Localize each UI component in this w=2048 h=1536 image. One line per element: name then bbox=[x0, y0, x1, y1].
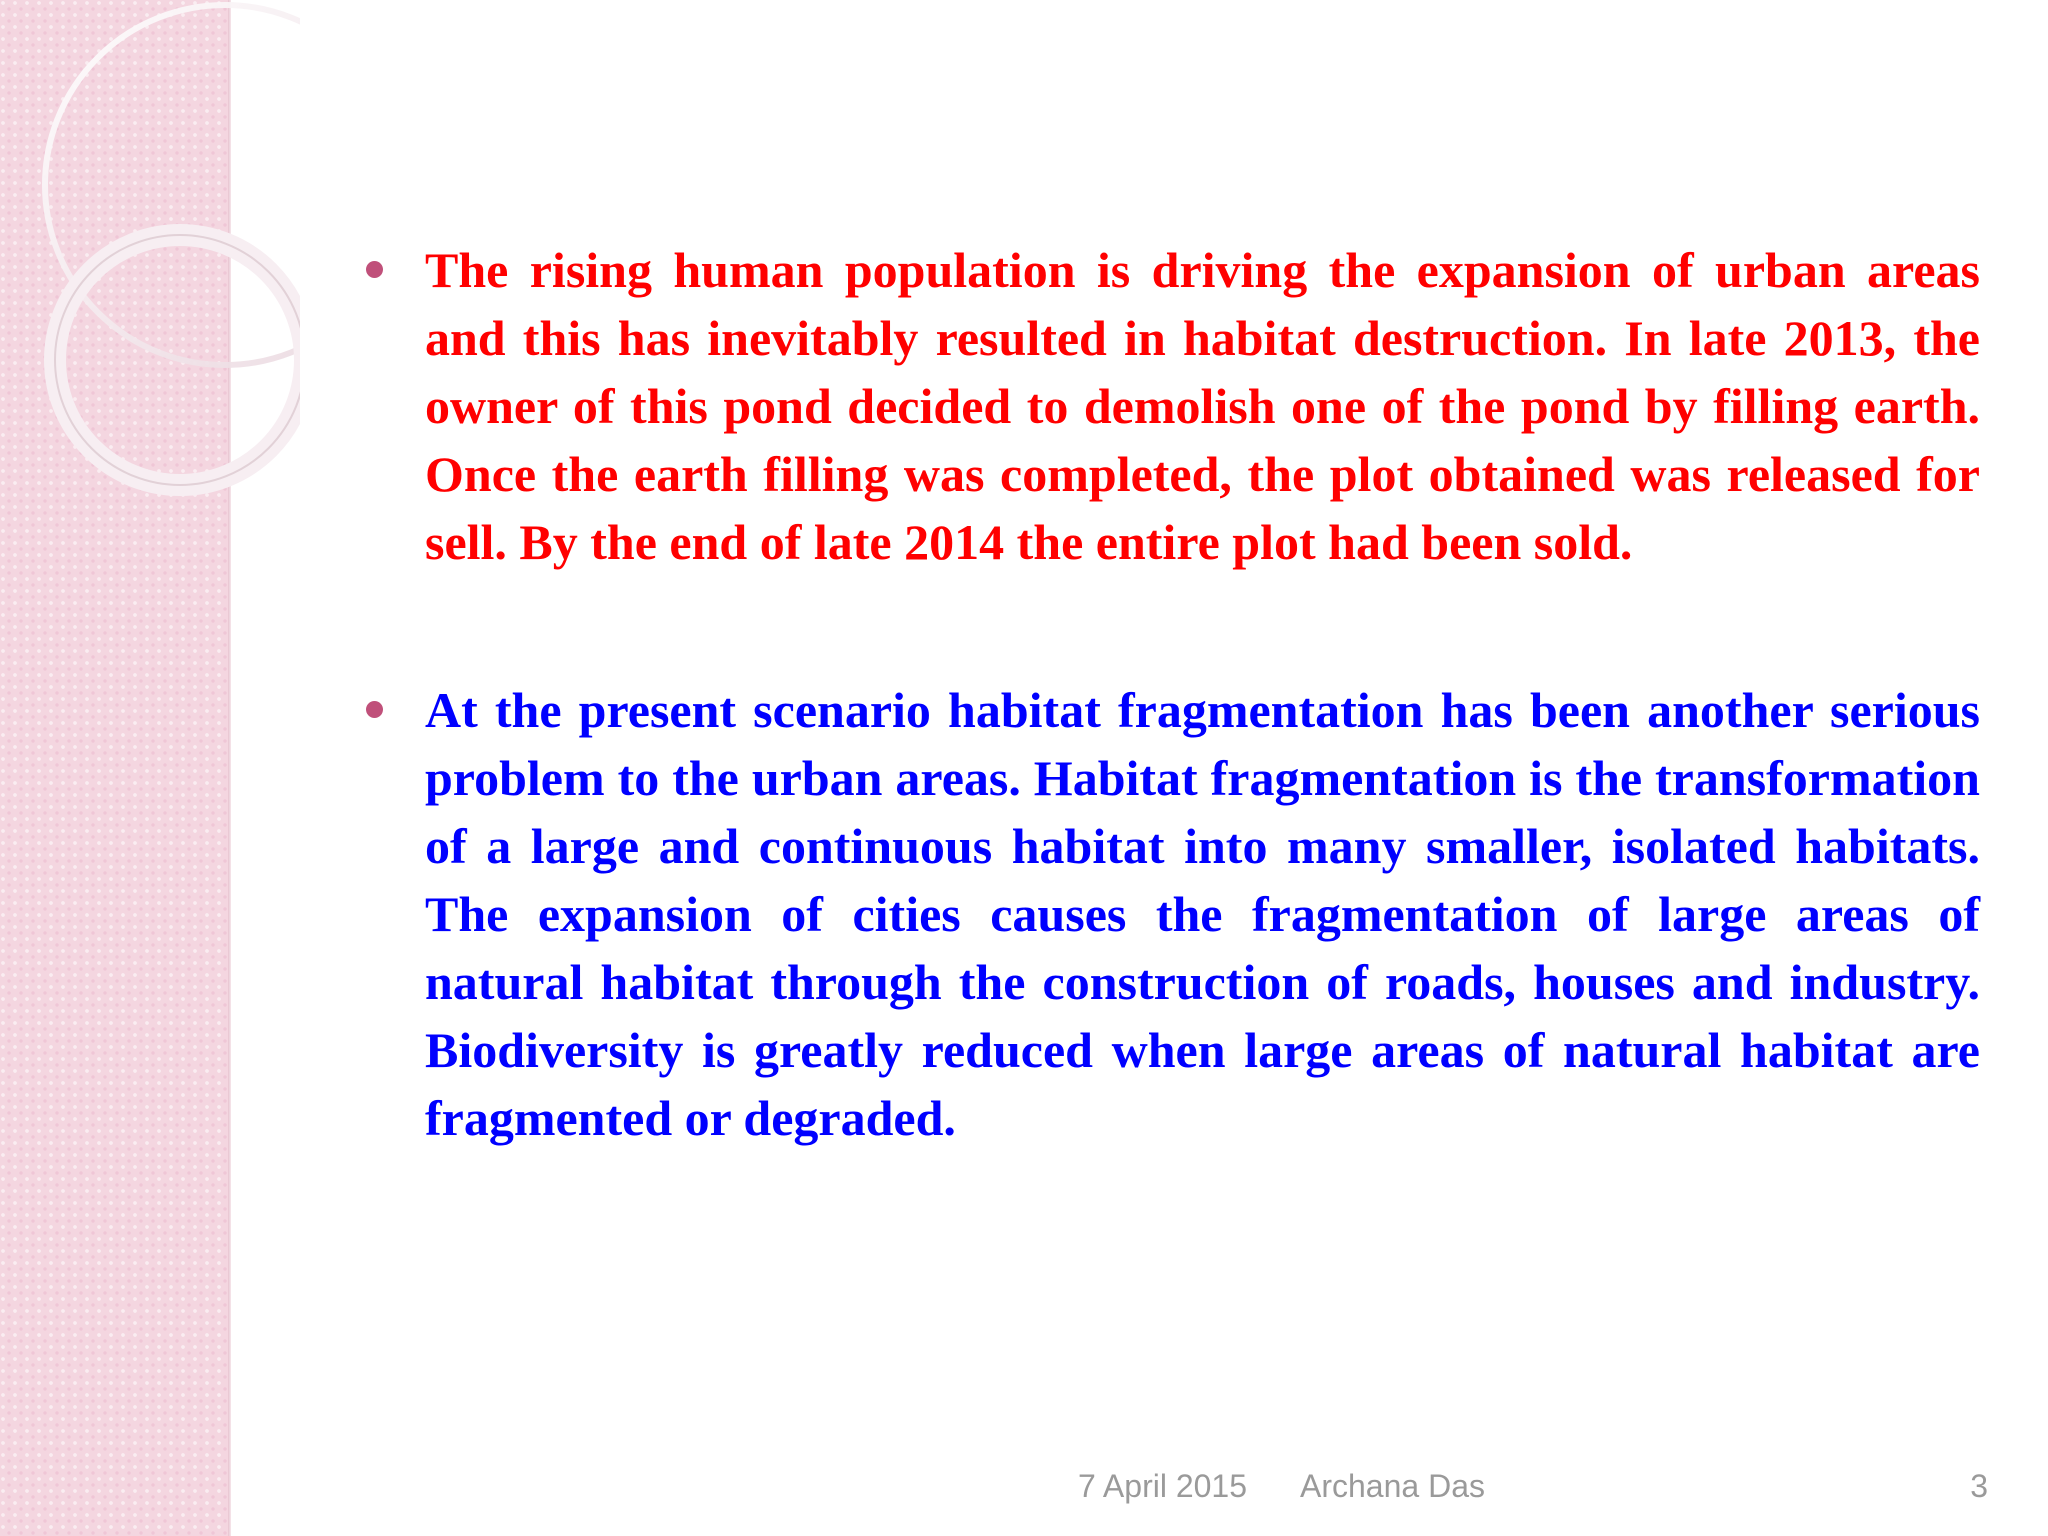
bullet-dot-icon bbox=[366, 701, 383, 718]
footer-author: Archana Das bbox=[1300, 1468, 1485, 1504]
bullet-text: The rising human population is driving the expansion of urban areas and this has inevitably resulted in habitat destruction. In late 2013, the owner of this pond decided to demolish one of the pond by filling earth. Once the earth filling was completed, the plot obtained was released for sell. By the end of late 2014 the entire plot had been sold. bbox=[425, 242, 1980, 570]
bullet-dot-icon bbox=[366, 261, 383, 278]
bullet-text: At the present scenario habitat fragmentation has been another serious problem to the urban areas. Habitat fragmentation is the transformation of a large and continuous habitat into many smaller, isolated habitats. The expansion of cities causes the fragmentation of large areas of natural habitat through the construction of roads, houses and industry. Biodiversity is greatly reduced when large areas of natural habitat are fragmented or degraded. bbox=[425, 682, 1980, 1146]
bullet-item-habitat-fragmentation bbox=[360, 676, 1980, 1152]
large-ring bbox=[45, 5, 300, 365]
slide-body bbox=[360, 236, 1980, 1152]
bullet-item-urban-expansion bbox=[360, 236, 1980, 576]
decorative-rings bbox=[0, 0, 300, 520]
footer-date: 7 April 2015 bbox=[1078, 1468, 1248, 1504]
slide-page-number: 3 bbox=[1970, 1468, 1988, 1504]
